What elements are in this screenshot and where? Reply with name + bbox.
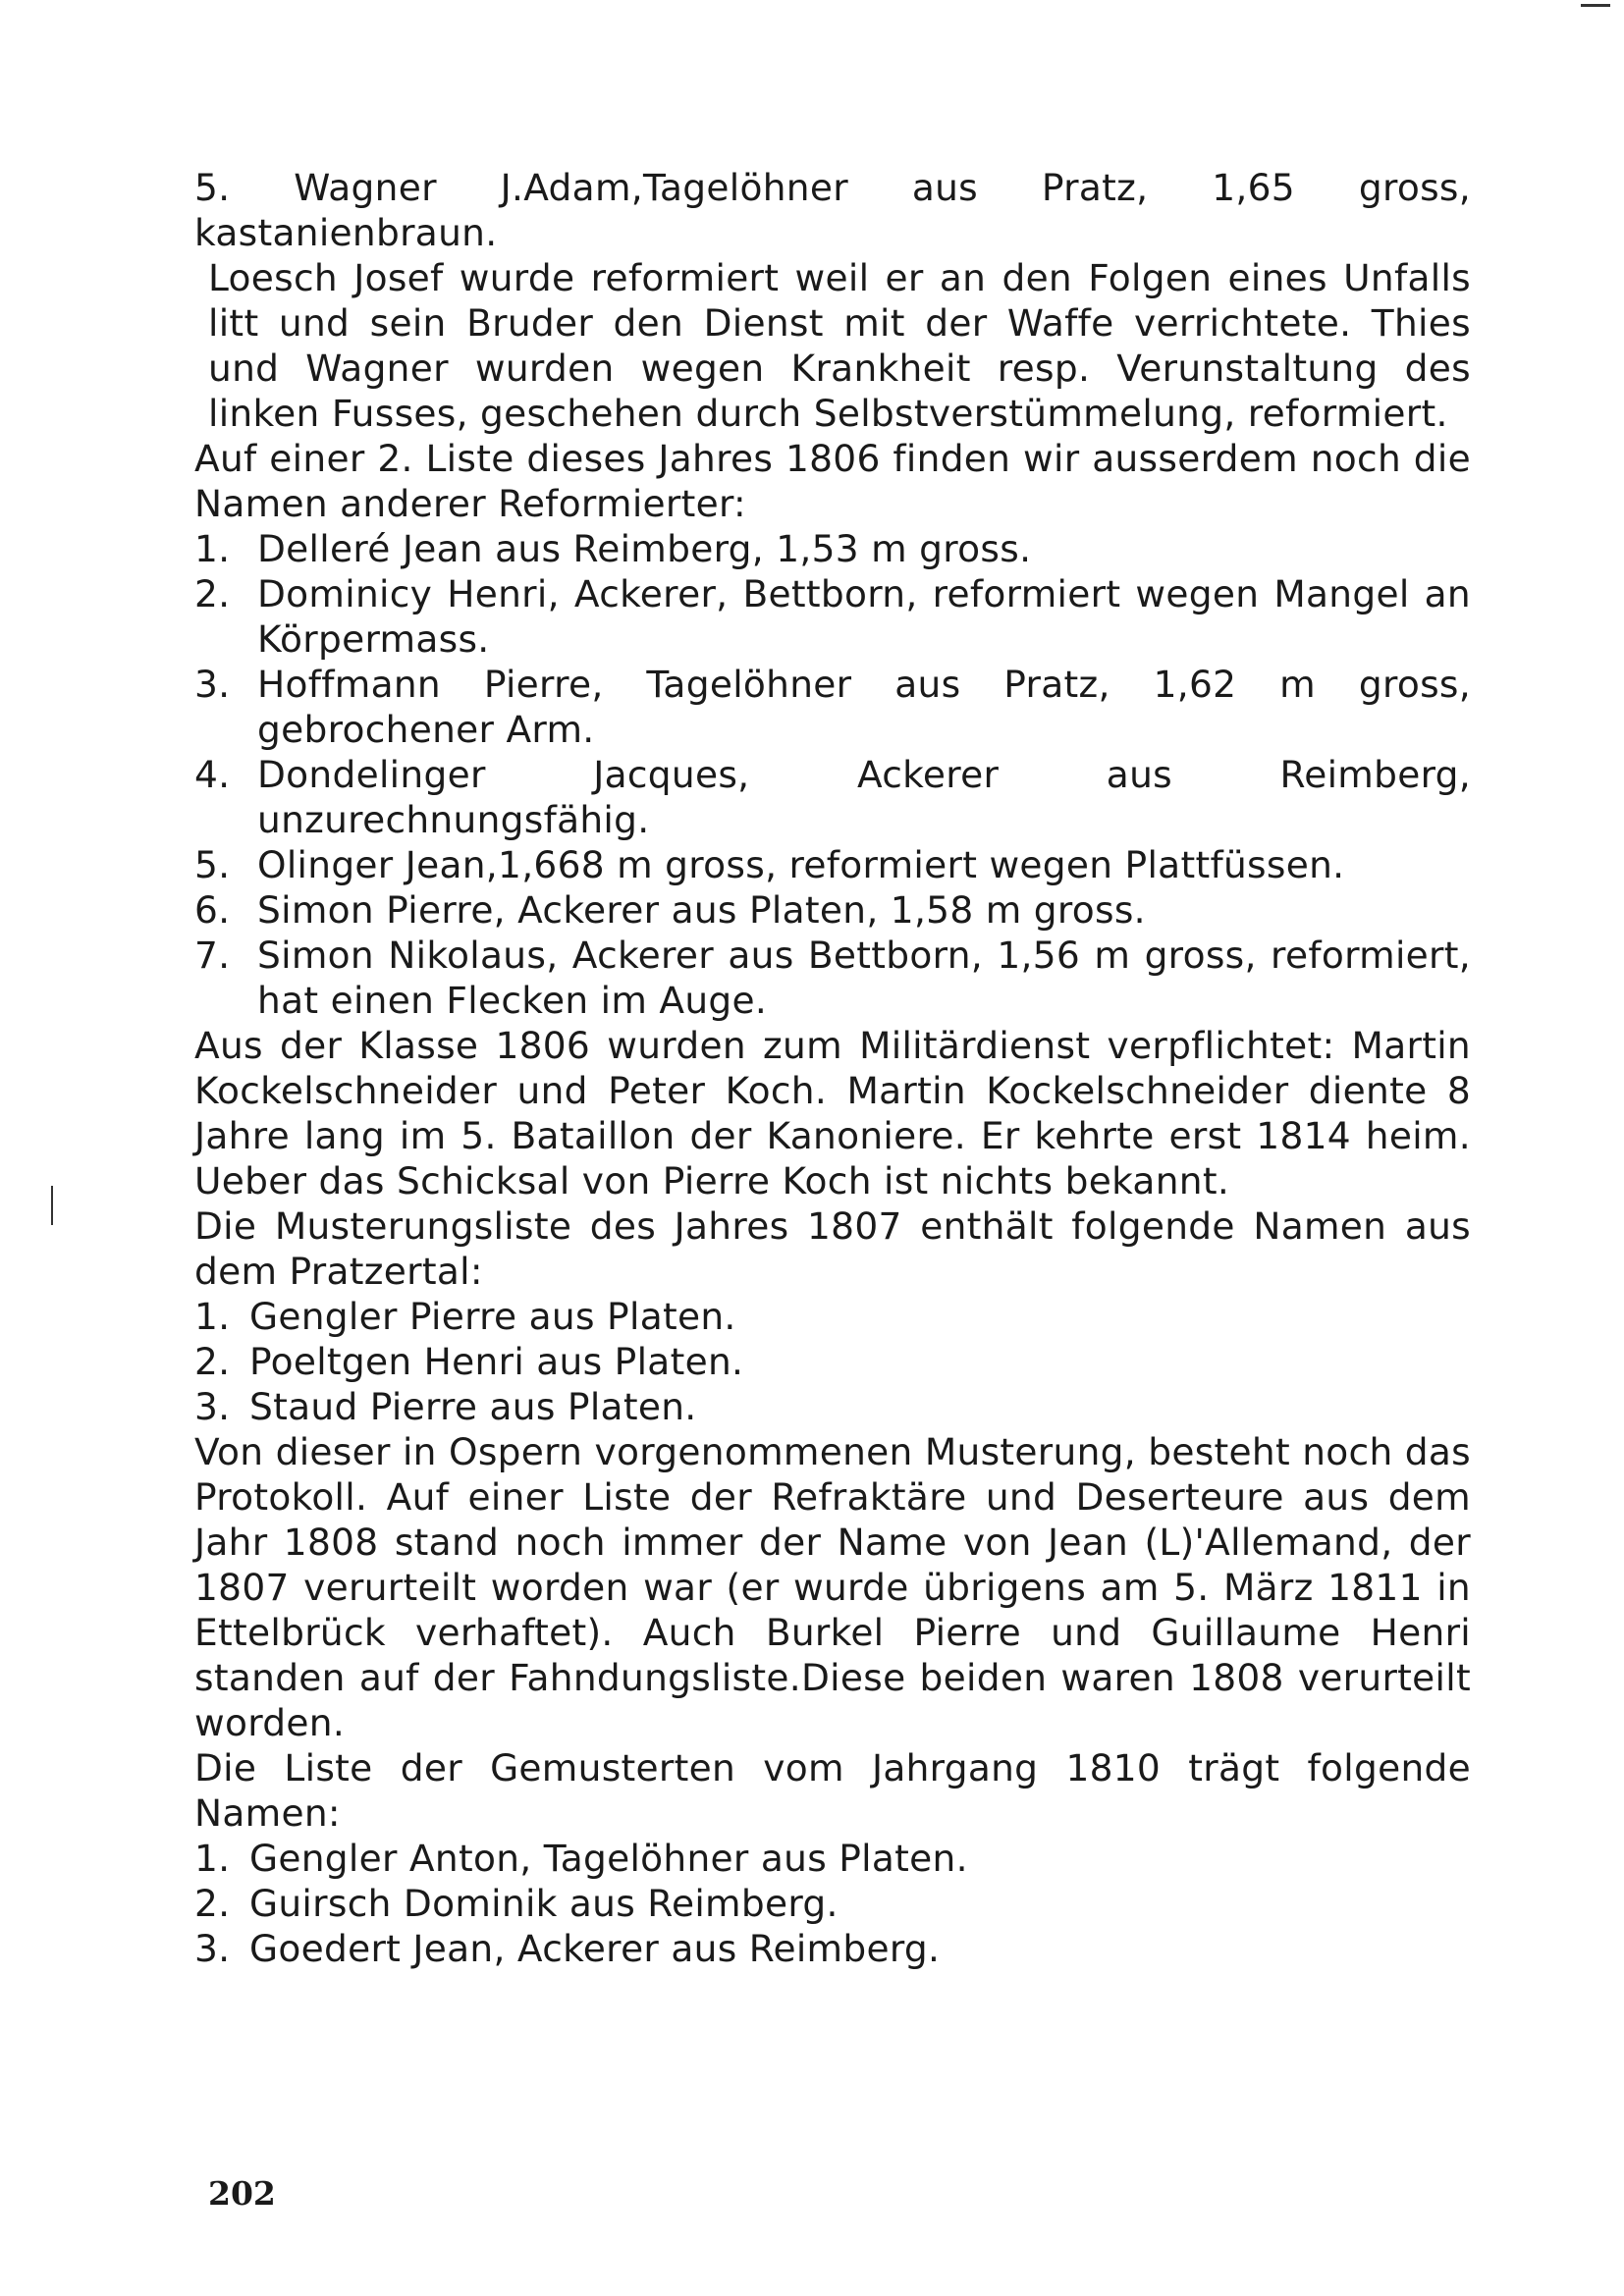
scan-mark-left-edge [51,1186,53,1225]
list-item: 3. Goedert Jean, Ackerer aus Reimberg. [194,1927,941,1970]
list-item: 1. Gengler Anton, Tagelöhner aus Platen. [194,1837,968,1880]
paragraph-jahrgang-1810: Die Liste der Gemusterten vom Jahrgang 1810 trägt folgende Namen: [194,1746,1471,1835]
reformed-list-1806 [194,526,1471,1023]
list-item: 2. Dominicy Henri, Ackerer, Bettborn, reformiert wegen Mangel an Körpermass. [194,572,1471,661]
list-item: 3. Staud Pierre aus Platen. [194,1385,697,1428]
list-item: 5. Olinger Jean,1,668 m gross, reformiert wegen Plattfüssen. [194,843,1345,886]
list-item: 4. Dondelinger Jacques, Ackerer aus Reimberg, unzurechnungsfähig. [194,753,1471,841]
paragraph-wagner: 5. Wagner J.Adam,Tagelöhner aus Pratz, 1,65 gross, kastanienbraun. [194,166,1471,254]
paragraph-ospern: Von dieser in Ospern vorgenommenen Musterung, besteht noch das Protokoll. Auf einer Liste der Refraktäre und Deserteure aus dem Jahr 1808 stand noch immer der Name von Jean (L)'Allemand, der 1807 verurteilt worden war (er wurde übrigens am 5. März 1811 in Ettelbrück verhaftet). Auch Burkel Pierre und Guillaume Henri standen auf der Fahndungsliste.Diese beiden waren 1808 verurteilt worden. [194,1430,1471,1744]
muster-list-1810 [194,1836,1471,1971]
muster-list-1807 [194,1294,1471,1429]
list-item: 2. Poeltgen Henri aus Platen. [194,1340,744,1383]
list-item: 1. Delleré Jean aus Reimberg, 1,53 m gross. [194,527,1032,570]
paragraph-second-list: Auf einer 2. Liste dieses Jahres 1806 finden wir ausserdem noch die Namen anderer Reformierter: [194,437,1471,525]
list-item: 2. Guirsch Dominik aus Reimberg. [194,1882,839,1925]
list-item: 3. Hoffmann Pierre, Tagelöhner aus Pratz, 1,62 m gross, gebrochener Arm. [194,663,1471,751]
list-item: 7. Simon Nikolaus, Ackerer aus Bettborn, 1,56 m gross, reformiert, hat einen Flecken im Auge. [194,934,1471,1022]
paragraph-musterung-1807: Die Musterungsliste des Jahres 1807 enthält folgende Namen aus dem Pratzertal: [194,1204,1471,1293]
list-item: 1. Gengler Pierre aus Platen. [194,1295,736,1338]
page-number: 202 [208,2174,276,2213]
paragraph-klasse-1806: Aus der Klasse 1806 wurden zum Militärdienst verpflichtet: Martin Kockelschneider und Peter Koch. Martin Kockelschneider diente 8 Jahre lang im 5. Bataillon der Kanoniere. Er kehrte erst 1814 heim. Ueber das Schicksal von Pierre Koch ist nichts bekannt. [194,1024,1471,1202]
paragraph-loesch: Loesch Josef wurde reformiert weil er an den Folgen eines Unfalls litt und sein Bruder den Dienst mit der Waffe verrichtete. Thies und Wagner wurden wegen Krankheit resp. Verunstaltung des linken Fusses, geschehen durch Selbstverstümmelung, reformiert. [208,256,1471,435]
page-body [194,165,1471,2207]
list-item: 6. Simon Pierre, Ackerer aus Platen, 1,58 m gross. [194,888,1146,932]
scan-mark-top-right [1581,4,1610,7]
